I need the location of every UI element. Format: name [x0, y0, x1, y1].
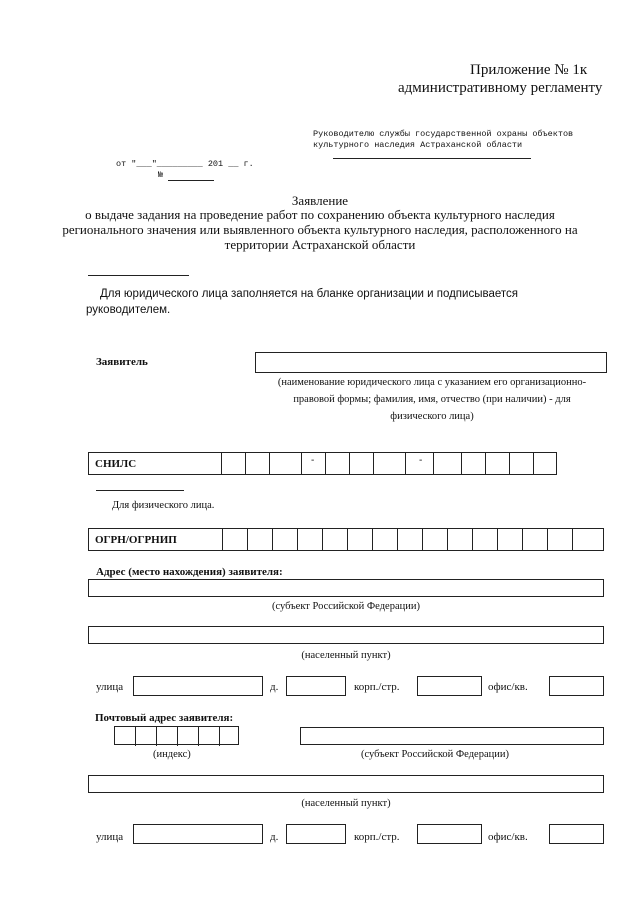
postal-index-cell[interactable] [198, 727, 199, 746]
applicant-hint-line-2: правовой формы; фамилия, имя, отчество (при наличии) - для [293, 394, 571, 405]
snils-cell[interactable] [221, 453, 222, 475]
address-subject-field[interactable] [88, 579, 604, 597]
postal-index-cell[interactable] [177, 727, 178, 746]
address-street-label: улица [96, 681, 124, 693]
snils-dash-cell [405, 453, 406, 475]
ogrn-cell[interactable] [397, 529, 398, 551]
snils-label: СНИЛС [95, 458, 137, 470]
ogrn-cell[interactable] [472, 529, 473, 551]
ogrn-field[interactable] [88, 528, 604, 551]
postal-house-label: д. [270, 831, 279, 843]
document-title-line-1: о выдаче задания на проведение работ по сохранению объекта культурного наследия [85, 207, 555, 222]
postal-house-field[interactable] [286, 824, 346, 844]
postal-index-field[interactable] [114, 726, 239, 745]
address-label: Адрес (место нахождения) заявителя: [96, 566, 283, 578]
snils-footnote: Для физического лица. [112, 500, 215, 511]
address-locality-caption: (населенный пункт) [301, 650, 391, 661]
ogrn-cell[interactable] [272, 529, 273, 551]
postal-address-label: Почтовый адрес заявителя: [95, 712, 234, 724]
address-building-label: корп./стр. [354, 681, 400, 693]
applicant-name-field[interactable] [255, 352, 607, 373]
ogrn-cell[interactable] [547, 529, 548, 551]
appendix-title: Приложение № 1к [470, 62, 588, 78]
snils-cell[interactable] [245, 453, 246, 475]
ogrn-cell[interactable] [572, 529, 573, 551]
document-title-line-3: территории Астраханской области [224, 237, 416, 252]
postal-index-caption: (индекс) [153, 749, 191, 760]
postal-index-cell[interactable] [219, 727, 220, 746]
postal-building-field[interactable] [417, 824, 482, 844]
ogrn-label: ОГРН/ОГРНИП [95, 534, 177, 546]
postal-subject-caption: (субъект Российской Федерации) [361, 749, 509, 760]
ogrn-cell[interactable] [297, 529, 298, 551]
ogrn-cell[interactable] [447, 529, 448, 551]
address-office-label: офис/кв. [488, 681, 528, 693]
snils-cell[interactable] [485, 453, 486, 475]
recipient-line-2: культурного наследия Астраханской области [313, 140, 523, 150]
ogrn-cell[interactable] [322, 529, 323, 551]
snils-dash-2: - [419, 455, 423, 466]
postal-locality-field[interactable] [88, 775, 604, 793]
note-line-2: руководителем. [86, 304, 171, 316]
address-house-label: д. [270, 681, 279, 693]
ogrn-cell[interactable] [522, 529, 523, 551]
number-sign: № [158, 170, 164, 180]
snils-cell[interactable] [373, 453, 374, 475]
snils-cell[interactable] [509, 453, 510, 475]
snils-field[interactable] [88, 452, 557, 475]
applicant-label: Заявитель [96, 356, 148, 368]
ogrn-cell[interactable] [422, 529, 423, 551]
applicant-hint-line-3: физического лица) [390, 411, 474, 422]
snils-cell[interactable] [325, 453, 326, 475]
snils-cell[interactable] [269, 453, 270, 475]
footnote-separator [88, 275, 189, 276]
snils-cell[interactable] [533, 453, 534, 475]
address-office-field[interactable] [549, 676, 604, 696]
ogrn-cell[interactable] [372, 529, 373, 551]
ogrn-cell[interactable] [497, 529, 498, 551]
ogrn-cell[interactable] [222, 529, 223, 551]
postal-office-label: офис/кв. [488, 831, 528, 843]
postal-index-cell[interactable] [156, 727, 157, 746]
snils-dash-cell [301, 453, 302, 475]
address-subject-caption: (субъект Российской Федерации) [272, 601, 420, 612]
snils-footnote-separator [96, 490, 184, 491]
appendix-subtitle: административному регламенту [398, 80, 603, 96]
number-line [168, 180, 214, 181]
postal-office-field[interactable] [549, 824, 604, 844]
postal-subject-field[interactable] [300, 727, 604, 745]
address-house-field[interactable] [286, 676, 346, 696]
snils-dash-1: - [311, 455, 315, 466]
document-title-line-2: регионального значения или выявленного объекта культурного наследия, расположенного на [62, 222, 578, 237]
applicant-hint-line-1: (наименование юридического лица с указанием его организационно- [277, 377, 587, 388]
postal-street-field[interactable] [133, 824, 263, 844]
snils-cell[interactable] [349, 453, 350, 475]
snils-cell[interactable] [433, 453, 434, 475]
snils-cell[interactable] [461, 453, 462, 475]
postal-locality-caption: (населенный пункт) [301, 798, 391, 809]
postal-index-cell[interactable] [135, 727, 136, 746]
address-locality-field[interactable] [88, 626, 604, 644]
ogrn-cell[interactable] [347, 529, 348, 551]
date-line: от "___"_________ 201 __ г. [116, 159, 254, 169]
postal-building-label: корп./стр. [354, 831, 400, 843]
note-line-1: Для юридического лица заполняется на бланке организации и подписывается [100, 288, 518, 300]
recipient-name-line [333, 158, 531, 159]
address-street-field[interactable] [133, 676, 263, 696]
ogrn-cell[interactable] [247, 529, 248, 551]
address-building-field[interactable] [417, 676, 482, 696]
recipient-line-1: Руководителю службы государственной охраны объектов [313, 129, 574, 139]
postal-street-label: улица [96, 831, 124, 843]
document-heading: Заявление [291, 193, 349, 208]
